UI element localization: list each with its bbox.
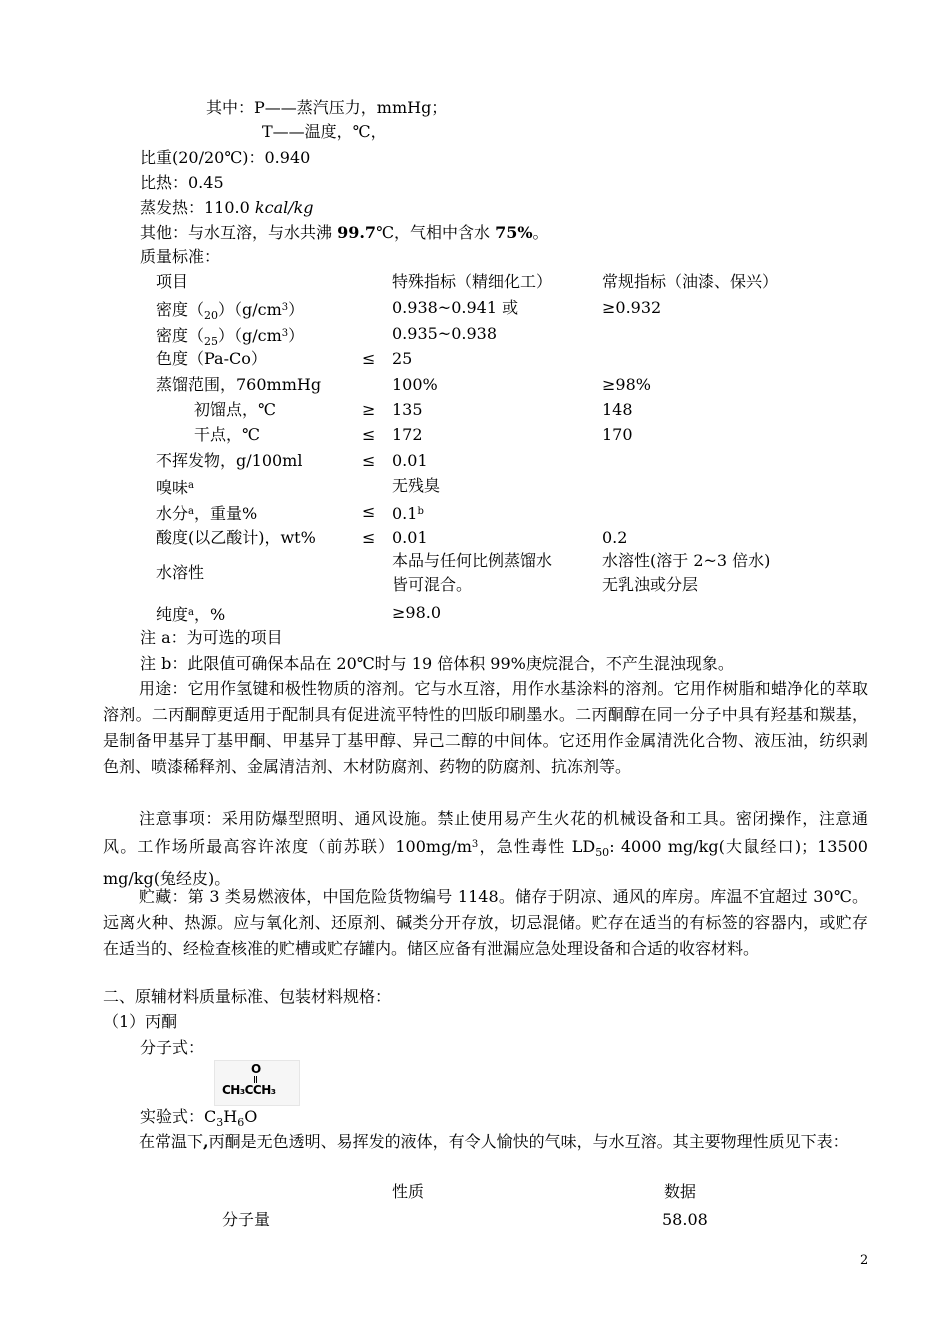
item-acetone: （1）丙酮 [103,1012,178,1031]
acetone-structure-image: O CH₃CCH₃ [214,1060,300,1106]
table-row: 初馏点，℃ ≥ 135 148 [194,400,633,419]
table-row: 密度$(_{25})(g/cm^3)$ 0.935~0.938 [0,321,950,347]
table-row: 色度（Pa-Co） ≤ 25 [156,349,413,368]
table-row: 密度$(_{20})(g/cm^3)$ 0.938~0.941 或 ≥0.932 [0,295,950,321]
formula-label: 分子式： [140,1038,205,1057]
header-special: 特殊指标（精细化工） [392,272,553,291]
usage-paragraph: 用途：它用作氢键和极性物质的溶剂。它与水互溶，用作水基涂料的溶剂。它用作树脂和蜡净化的萃取溶剂。二丙酮醇更适用于配制具有促进流平特性的凹版印刷墨水。二丙酮醇在同一分子中具有羟基和羰基，是制备甲基异丁基甲酮、甲基异丁基甲醇、异己二醇的中间体。它还用作金属清洗化合物、液压油，纺织剥色剂、喷漆稀释剂、金属清洁剂、木材防腐剂、药物的防腐剂、抗冻剂等。 [103,679,868,776]
density-20-label: 密度$(_{20})(g/cm^3)$ [156,300,305,323]
note-a: 注 a：为可选的项目 [140,628,283,647]
temperature-definition: T——温度，℃， [262,122,387,141]
table-row: 蒸馏范围，760mmHg 100% ≥98% [156,375,651,394]
table-row-prop: 分子量 [222,1210,271,1229]
header-property: 性质 [392,1182,425,1201]
storage-paragraph: 贮藏：第 3 类易燃液体，中国危险货物编号 1148。储存于阴凉、通风的库房。库温不宜超过 30℃。远离火种、热源。应与氧化剂、还原剂、碱类分开存放，切忌混储。贮存在适当的有标签的容器内，或贮存在适当的、经检查核准的贮槽或贮存罐内。储区应备有泄漏应急处理设备和合适的收容材料。 [103,887,868,958]
empirical-formula: 实验式：$C_3H_6O$ [140,1107,258,1130]
table-row: 干点，℃ ≤ 172 170 [194,425,633,444]
page-number: 2 [860,1253,869,1268]
quality-standard-label: 质量标准： [140,247,221,266]
table-row: 嗅味$^a$ 无残臭 [156,476,441,497]
section-2-title: 二、原辅材料质量标准、包装材料规格： [103,987,392,1006]
table-row: 酸度(以乙酸计)，wt% ≤ 0.01 0.2 [156,528,628,547]
header-item: 项目 [156,272,189,291]
table-row: 不挥发物，g/100ml ≤ 0.01 [156,451,428,470]
double-bond [254,1076,257,1083]
density-25-label: 密度$(_{25})(g/cm^3)$ [156,326,305,349]
heat-of-vaporization: 蒸发热：110.0 kcal/kg [140,198,314,217]
table-row: 水分$^a$，重量% ≤ 0.1$^b$ [156,502,424,523]
specific-heat: 比热：0.45 [140,173,224,192]
table-row-value: 58.08 [662,1210,708,1229]
table-row: 水溶性 本品与任何比例蒸馏水 皆可混合。 水溶性(溶于 2~3 倍水) 无乳浊或分层 [156,551,771,594]
header-data: 数据 [664,1182,697,1201]
header-regular: 常规指标（油漆、保兴） [602,272,779,291]
specific-gravity: 比重(20/20℃)：0.940 [140,148,311,167]
other-properties: 其他：与水互溶，与水共沸 99.7℃，气相中含水 75%。 [140,223,549,242]
table-row: 纯度$^a$，% ≥98.0 [156,603,442,624]
note-b: 注 b：此限值可确保本品在 20℃时与 19 倍体积 99%庚烷混合，不产生混浊现象。 [140,654,734,673]
acetone-description: 在常温下,丙酮是无色透明、易挥发的液体，有令人愉快的气味，与水互溶。其主要物理性质见下表： [139,1132,849,1151]
caution-paragraph: 注意事项：采用防爆型照明、通风设施。禁止使用易产生火花的机械设备和工具。密闭操作，注意通风。工作场所最高容许浓度（前苏联）$100mg/m^3$，急性毒性 $LD_{50}$: 4000 mg/kg(大鼠经口)；13500 mg/kg(兔经皮)。 [103,809,868,889]
pressure-definition: 其中：P——蒸汽压力，mmHg； [206,98,448,117]
table-header-row [0,269,950,295]
